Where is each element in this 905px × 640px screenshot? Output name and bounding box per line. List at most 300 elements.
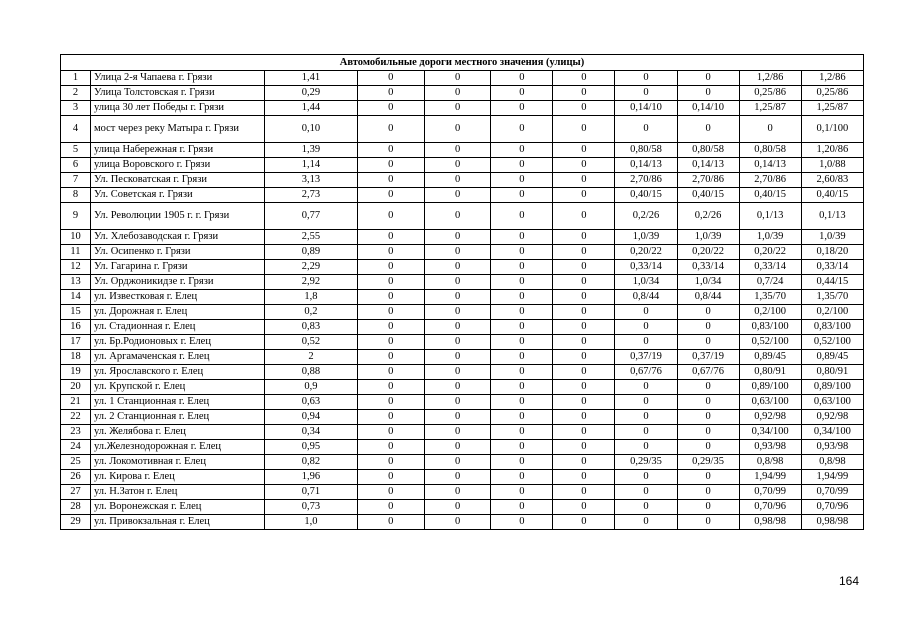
road-name-cell: ул. Н.Затон г. Елец: [90, 485, 264, 500]
value-cell: 0,2: [265, 305, 357, 320]
value-cell: 0,92/98: [801, 410, 863, 425]
value-cell: 0: [615, 470, 677, 485]
road-name-cell: ул. Привокзальная г. Елец: [90, 515, 264, 530]
value-cell: 2,70/86: [739, 173, 801, 188]
value-cell: 0: [424, 203, 490, 230]
road-name-cell: Ул. Гагарина г. Грязи: [90, 260, 264, 275]
value-cell: 0: [357, 203, 424, 230]
row-number-cell: 25: [61, 455, 91, 470]
table-row: [61, 230, 864, 245]
value-cell: 0,18/20: [801, 245, 863, 260]
value-cell: 0,89/45: [739, 350, 801, 365]
value-cell: 0,20/22: [677, 245, 739, 260]
road-name-cell: ул. Локомотивная г. Елец: [90, 455, 264, 470]
value-cell: 0: [357, 188, 424, 203]
table-row: [61, 290, 864, 305]
value-cell: 0: [357, 158, 424, 173]
row-number-cell: 17: [61, 335, 91, 350]
value-cell: 0,63: [265, 395, 357, 410]
value-cell: 0: [553, 260, 615, 275]
value-cell: 3,13: [265, 173, 357, 188]
value-cell: 0: [615, 500, 677, 515]
value-cell: 0,14/10: [677, 101, 739, 116]
value-cell: 0,52/100: [801, 335, 863, 350]
road-name-cell: Ул. Песковатская г. Грязи: [90, 173, 264, 188]
row-number-cell: 26: [61, 470, 91, 485]
value-cell: 0,80/91: [739, 365, 801, 380]
value-cell: 0: [491, 440, 553, 455]
table-row: [61, 116, 864, 143]
value-cell: 0,98/98: [739, 515, 801, 530]
value-cell: 0: [357, 86, 424, 101]
row-number-cell: 5: [61, 143, 91, 158]
value-cell: 1,20/86: [801, 143, 863, 158]
value-cell: 2,29: [265, 260, 357, 275]
value-cell: 0,94: [265, 410, 357, 425]
row-number-cell: 11: [61, 245, 91, 260]
table-row: [61, 515, 864, 530]
table-row: [61, 500, 864, 515]
value-cell: 0: [424, 173, 490, 188]
value-cell: 0,10: [265, 116, 357, 143]
row-number-cell: 23: [61, 425, 91, 440]
value-cell: 0: [677, 425, 739, 440]
value-cell: 0: [491, 71, 553, 86]
value-cell: 2,70/86: [615, 173, 677, 188]
value-cell: 0: [424, 101, 490, 116]
value-cell: 0: [491, 158, 553, 173]
value-cell: 0: [424, 188, 490, 203]
value-cell: 0: [491, 380, 553, 395]
road-name-cell: ул. Желябова г. Елец: [90, 425, 264, 440]
value-cell: 0,52/100: [739, 335, 801, 350]
value-cell: 2,60/83: [801, 173, 863, 188]
value-cell: 0: [553, 230, 615, 245]
table-body: [61, 55, 864, 530]
value-cell: 0,37/19: [677, 350, 739, 365]
value-cell: 0: [553, 116, 615, 143]
value-cell: 0: [553, 101, 615, 116]
value-cell: 0: [553, 455, 615, 470]
value-cell: 0,63/100: [739, 395, 801, 410]
value-cell: 0: [491, 425, 553, 440]
value-cell: 0: [553, 71, 615, 86]
value-cell: 0: [357, 365, 424, 380]
value-cell: 0: [553, 350, 615, 365]
value-cell: 0: [424, 335, 490, 350]
road-name-cell: Ул. Орджоникидзе г. Грязи: [90, 275, 264, 290]
row-number-cell: 14: [61, 290, 91, 305]
value-cell: 0,14/13: [677, 158, 739, 173]
value-cell: 0,70/99: [801, 485, 863, 500]
value-cell: 0: [357, 485, 424, 500]
roads-table: [60, 54, 864, 530]
value-cell: 0,14/10: [615, 101, 677, 116]
table-row: [61, 365, 864, 380]
value-cell: 0,80/58: [615, 143, 677, 158]
value-cell: 2,92: [265, 275, 357, 290]
table-row: [61, 173, 864, 188]
value-cell: 0,8/44: [615, 290, 677, 305]
value-cell: 0: [491, 116, 553, 143]
value-cell: 0: [615, 116, 677, 143]
value-cell: 0,34/100: [801, 425, 863, 440]
value-cell: 0: [357, 425, 424, 440]
value-cell: 0: [357, 455, 424, 470]
value-cell: 1,35/70: [801, 290, 863, 305]
value-cell: 0: [357, 275, 424, 290]
table-row: [61, 203, 864, 230]
row-number-cell: 13: [61, 275, 91, 290]
row-number-cell: 24: [61, 440, 91, 455]
road-name-cell: Улица Толстовская г. Грязи: [90, 86, 264, 101]
table-row: [61, 350, 864, 365]
road-name-cell: улица 30 лет Победы г. Грязи: [90, 101, 264, 116]
value-cell: 0,1/100: [801, 116, 863, 143]
value-cell: 0: [491, 290, 553, 305]
value-cell: 0: [615, 410, 677, 425]
road-name-cell: Ул. Советская г. Грязи: [90, 188, 264, 203]
value-cell: 0: [677, 71, 739, 86]
value-cell: 0: [677, 440, 739, 455]
row-number-cell: 22: [61, 410, 91, 425]
row-number-cell: 27: [61, 485, 91, 500]
value-cell: 0: [357, 230, 424, 245]
value-cell: 0,29/35: [677, 455, 739, 470]
value-cell: 0: [553, 305, 615, 320]
road-name-cell: Ул. Революции 1905 г. г. Грязи: [90, 203, 264, 230]
value-cell: 0: [553, 173, 615, 188]
value-cell: 0: [553, 290, 615, 305]
value-cell: 0: [424, 515, 490, 530]
value-cell: 0: [677, 515, 739, 530]
value-cell: 0: [491, 320, 553, 335]
value-cell: 1,94/99: [801, 470, 863, 485]
value-cell: 0,63/100: [801, 395, 863, 410]
value-cell: 0: [357, 410, 424, 425]
value-cell: 0: [424, 158, 490, 173]
value-cell: 0: [677, 320, 739, 335]
value-cell: 0: [357, 101, 424, 116]
value-cell: 0,77: [265, 203, 357, 230]
value-cell: 0: [677, 335, 739, 350]
value-cell: 0,40/15: [801, 188, 863, 203]
value-cell: 0,80/58: [739, 143, 801, 158]
value-cell: 1,25/87: [801, 101, 863, 116]
value-cell: 0,89/45: [801, 350, 863, 365]
value-cell: 0: [491, 203, 553, 230]
value-cell: 1,41: [265, 71, 357, 86]
value-cell: 0,8/44: [677, 290, 739, 305]
value-cell: 0,73: [265, 500, 357, 515]
value-cell: 0: [553, 410, 615, 425]
value-cell: 0: [677, 305, 739, 320]
value-cell: 0,2/26: [677, 203, 739, 230]
row-number-cell: 28: [61, 500, 91, 515]
value-cell: 0: [357, 470, 424, 485]
value-cell: 0,9: [265, 380, 357, 395]
value-cell: 0,93/98: [739, 440, 801, 455]
value-cell: 0: [424, 350, 490, 365]
value-cell: 0,83/100: [801, 320, 863, 335]
row-number-cell: 19: [61, 365, 91, 380]
value-cell: 0: [491, 245, 553, 260]
value-cell: 0,80/91: [801, 365, 863, 380]
road-name-cell: ул.Железнодорожная г. Елец: [90, 440, 264, 455]
value-cell: 0,34/100: [739, 425, 801, 440]
value-cell: 1,44: [265, 101, 357, 116]
value-cell: 0: [491, 365, 553, 380]
value-cell: 0,20/22: [615, 245, 677, 260]
row-number-cell: 15: [61, 305, 91, 320]
value-cell: 0,29: [265, 86, 357, 101]
value-cell: 1,0/39: [677, 230, 739, 245]
table-row: [61, 380, 864, 395]
value-cell: 2,70/86: [677, 173, 739, 188]
value-cell: 0,33/14: [677, 260, 739, 275]
value-cell: 0: [357, 305, 424, 320]
value-cell: 0: [491, 350, 553, 365]
row-number-cell: 8: [61, 188, 91, 203]
value-cell: 0: [491, 485, 553, 500]
value-cell: 1,2/86: [739, 71, 801, 86]
value-cell: 0,70/96: [739, 500, 801, 515]
value-cell: 1,0/88: [801, 158, 863, 173]
table-row: [61, 101, 864, 116]
road-name-cell: ул. Известковая г. Елец: [90, 290, 264, 305]
value-cell: 0: [424, 425, 490, 440]
road-name-cell: Улица 2-я Чапаева г. Грязи: [90, 71, 264, 86]
value-cell: 0: [615, 320, 677, 335]
value-cell: 0: [491, 455, 553, 470]
value-cell: 0: [553, 470, 615, 485]
value-cell: 0,70/99: [739, 485, 801, 500]
table-row: [61, 143, 864, 158]
value-cell: 0: [677, 470, 739, 485]
value-cell: 0: [491, 188, 553, 203]
table-row: [61, 425, 864, 440]
row-number-cell: 7: [61, 173, 91, 188]
table-row: [61, 275, 864, 290]
value-cell: 0,25/86: [801, 86, 863, 101]
value-cell: 0: [615, 71, 677, 86]
value-cell: 0: [615, 485, 677, 500]
table-row: [61, 410, 864, 425]
row-number-cell: 12: [61, 260, 91, 275]
table-title-row: [61, 55, 864, 71]
value-cell: 0,25/86: [739, 86, 801, 101]
value-cell: 1,39: [265, 143, 357, 158]
value-cell: 0,88: [265, 365, 357, 380]
value-cell: 0: [357, 440, 424, 455]
road-name-cell: ул. 1 Станционная г. Елец: [90, 395, 264, 410]
value-cell: 0: [424, 500, 490, 515]
value-cell: 0,20/22: [739, 245, 801, 260]
value-cell: 0: [424, 305, 490, 320]
road-name-cell: улица Воровского г. Грязи: [90, 158, 264, 173]
value-cell: 0: [491, 86, 553, 101]
value-cell: 0,34: [265, 425, 357, 440]
value-cell: 1,96: [265, 470, 357, 485]
value-cell: 0: [357, 245, 424, 260]
value-cell: 0: [677, 395, 739, 410]
value-cell: 0: [615, 440, 677, 455]
value-cell: 0,82: [265, 455, 357, 470]
value-cell: 0: [491, 173, 553, 188]
value-cell: 0: [357, 71, 424, 86]
value-cell: 0,29/35: [615, 455, 677, 470]
value-cell: 0: [424, 485, 490, 500]
value-cell: 0: [615, 425, 677, 440]
value-cell: 0: [424, 395, 490, 410]
road-name-cell: Ул. Хлебозаводская г. Грязи: [90, 230, 264, 245]
value-cell: 0,7/24: [739, 275, 801, 290]
value-cell: 0,2/26: [615, 203, 677, 230]
road-name-cell: улица Набережная г. Грязи: [90, 143, 264, 158]
value-cell: 0: [677, 500, 739, 515]
road-name-cell: ул. Стадионная г. Елец: [90, 320, 264, 335]
value-cell: 0,89: [265, 245, 357, 260]
value-cell: 2: [265, 350, 357, 365]
value-cell: 0: [491, 335, 553, 350]
value-cell: 0: [491, 230, 553, 245]
value-cell: 0,40/15: [739, 188, 801, 203]
table-row: [61, 485, 864, 500]
value-cell: 0: [553, 425, 615, 440]
value-cell: 0: [424, 440, 490, 455]
value-cell: 0,83/100: [739, 320, 801, 335]
road-name-cell: ул. Аргамаченская г. Елец: [90, 350, 264, 365]
value-cell: 0,8/98: [739, 455, 801, 470]
value-cell: 0: [553, 275, 615, 290]
value-cell: 0: [424, 470, 490, 485]
value-cell: 0: [424, 230, 490, 245]
value-cell: 0: [491, 260, 553, 275]
value-cell: 0: [424, 455, 490, 470]
value-cell: 0: [357, 260, 424, 275]
value-cell: 0: [424, 290, 490, 305]
row-number-cell: 29: [61, 515, 91, 530]
table-row: [61, 158, 864, 173]
row-number-cell: 16: [61, 320, 91, 335]
value-cell: 0: [677, 485, 739, 500]
table-row: [61, 245, 864, 260]
value-cell: 0: [491, 515, 553, 530]
row-number-cell: 20: [61, 380, 91, 395]
value-cell: 0: [553, 335, 615, 350]
value-cell: 0: [615, 395, 677, 410]
value-cell: 0: [357, 173, 424, 188]
value-cell: 0: [424, 245, 490, 260]
table-title: Автомобильные дороги местного значения (улицы): [61, 55, 864, 71]
value-cell: 0,83: [265, 320, 357, 335]
value-cell: 0,98/98: [801, 515, 863, 530]
row-number-cell: 4: [61, 116, 91, 143]
value-cell: 0: [677, 116, 739, 143]
value-cell: 1,0/39: [801, 230, 863, 245]
value-cell: 0: [553, 320, 615, 335]
value-cell: 0,33/14: [801, 260, 863, 275]
value-cell: 0: [424, 71, 490, 86]
value-cell: 0: [491, 470, 553, 485]
value-cell: 0: [615, 515, 677, 530]
value-cell: 0: [739, 116, 801, 143]
value-cell: 0: [553, 395, 615, 410]
value-cell: 0: [491, 500, 553, 515]
value-cell: 0,95: [265, 440, 357, 455]
value-cell: 0,8/98: [801, 455, 863, 470]
value-cell: 0: [357, 395, 424, 410]
value-cell: 1,2/86: [801, 71, 863, 86]
value-cell: 0,33/14: [739, 260, 801, 275]
value-cell: 0,37/19: [615, 350, 677, 365]
table-row: [61, 260, 864, 275]
road-name-cell: ул. 2 Станционная г. Елец: [90, 410, 264, 425]
value-cell: 1,14: [265, 158, 357, 173]
road-name-cell: ул. Ярославского г. Елец: [90, 365, 264, 380]
value-cell: 0: [615, 305, 677, 320]
value-cell: 0: [615, 380, 677, 395]
value-cell: 0,67/76: [677, 365, 739, 380]
value-cell: 0,1/13: [739, 203, 801, 230]
row-number-cell: 18: [61, 350, 91, 365]
row-number-cell: 2: [61, 86, 91, 101]
value-cell: 0,80/58: [677, 143, 739, 158]
value-cell: 0: [491, 395, 553, 410]
value-cell: 0,92/98: [739, 410, 801, 425]
value-cell: 1,35/70: [739, 290, 801, 305]
value-cell: 0: [357, 143, 424, 158]
value-cell: 0: [553, 158, 615, 173]
value-cell: 0,52: [265, 335, 357, 350]
value-cell: 0: [357, 380, 424, 395]
value-cell: 1,94/99: [739, 470, 801, 485]
value-cell: 0: [553, 188, 615, 203]
value-cell: 1,0: [265, 515, 357, 530]
value-cell: 0,89/100: [739, 380, 801, 395]
value-cell: 0,40/15: [615, 188, 677, 203]
value-cell: 0: [357, 350, 424, 365]
value-cell: 0: [491, 410, 553, 425]
value-cell: 0: [491, 275, 553, 290]
value-cell: 0,2/100: [801, 305, 863, 320]
table-row: [61, 470, 864, 485]
table-row: [61, 335, 864, 350]
value-cell: 0,1/13: [801, 203, 863, 230]
table-row: [61, 305, 864, 320]
value-cell: 0: [357, 515, 424, 530]
value-cell: 0: [357, 290, 424, 305]
value-cell: 0: [677, 410, 739, 425]
row-number-cell: 1: [61, 71, 91, 86]
table-row: [61, 455, 864, 470]
value-cell: 0: [677, 380, 739, 395]
row-number-cell: 21: [61, 395, 91, 410]
value-cell: 0: [553, 380, 615, 395]
value-cell: 2,55: [265, 230, 357, 245]
value-cell: 0: [615, 86, 677, 101]
table-row: [61, 440, 864, 455]
value-cell: 0: [553, 365, 615, 380]
value-cell: 0,67/76: [615, 365, 677, 380]
value-cell: 1,8: [265, 290, 357, 305]
value-cell: 1,0/39: [739, 230, 801, 245]
value-cell: 0: [553, 86, 615, 101]
value-cell: 1,0/39: [615, 230, 677, 245]
row-number-cell: 10: [61, 230, 91, 245]
value-cell: 0,89/100: [801, 380, 863, 395]
value-cell: 0: [491, 143, 553, 158]
